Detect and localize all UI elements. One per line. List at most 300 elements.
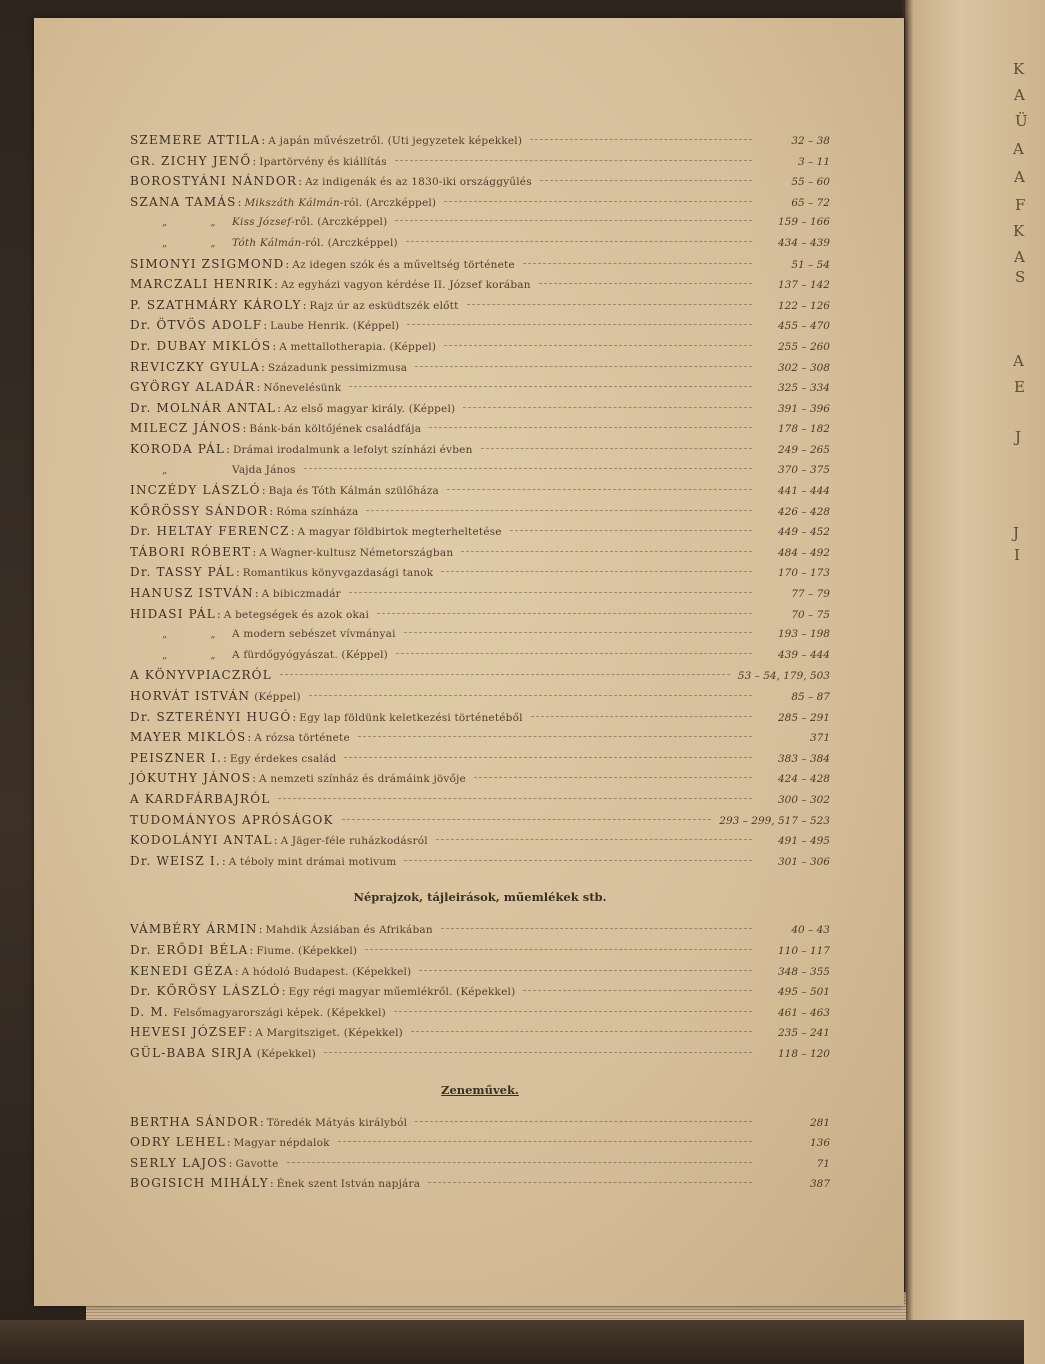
entry-pages: 55 – 60 (791, 176, 830, 189)
book-page (34, 18, 904, 1306)
entry-title (232, 645, 388, 666)
entry-pages: 455 – 470 (777, 320, 830, 333)
entry-title-text: Baja és Tóth Kálmán szülőháza (268, 485, 439, 498)
leader-dots (404, 632, 752, 633)
separator: : (258, 922, 263, 937)
leader-dots (444, 345, 752, 346)
leader-dots (377, 613, 752, 614)
entry-title (267, 1113, 407, 1134)
entry-pages: 484 – 492 (777, 546, 830, 559)
toc-entry (130, 1173, 830, 1194)
separator: : (228, 1155, 233, 1170)
toc-entry (130, 645, 830, 666)
entry-pages: 159 – 166 (777, 216, 830, 229)
entry-pages: 387 (809, 1178, 830, 1191)
entry-author: GÜL-BABA SIRJA (130, 1045, 253, 1060)
separator: : (252, 544, 257, 559)
separator: : (281, 984, 286, 999)
facing-page-fragment: K (1013, 60, 1025, 78)
ditto-mark: „ „ (162, 629, 236, 641)
entry-pages: 391 – 396 (777, 402, 830, 415)
leader-dots (531, 716, 752, 717)
ditto-mark: „ „ (162, 237, 236, 249)
entry-author: BOGISICH MIHÁLY (130, 1176, 269, 1191)
entry-pages: 51 – 54 (791, 258, 830, 271)
entry-author: Dr. HELTAY FERENCZ (130, 524, 290, 539)
leader-dots (429, 427, 752, 428)
leader-dots (436, 839, 752, 840)
leader-dots (530, 139, 752, 140)
entry-title (309, 296, 458, 317)
entry-title (262, 584, 341, 605)
entry-title-text: Egy érdekes család (229, 752, 337, 765)
facing-page-fragment: S (1015, 268, 1026, 286)
entry-title-text: A betegségek és azok okai (223, 608, 370, 621)
separator: : (290, 524, 295, 539)
entry-title (236, 1154, 279, 1175)
leader-dots (338, 1141, 752, 1142)
leader-dots (461, 551, 752, 552)
entry-title (259, 769, 466, 790)
leader-dots (342, 819, 712, 820)
leader-dots (278, 798, 752, 799)
entry-pages: 178 – 182 (777, 423, 830, 436)
toc-entry (130, 171, 830, 192)
ditto-mark: „ „ (162, 217, 236, 229)
toc-entry (130, 727, 830, 748)
facing-page-fragment: A (1013, 140, 1024, 158)
leader-dots (349, 386, 752, 387)
toc-entry (130, 377, 830, 398)
entry-author: KODOLÁNYI ANTAL (130, 833, 273, 848)
entry-title-text: Ének szent István napjára (276, 1178, 421, 1191)
entry-title-text: Magyar népdalok (233, 1137, 330, 1150)
entry-title-text: A rózsa története (254, 732, 350, 745)
entry-pages: 170 – 173 (777, 567, 830, 580)
entry-title-text: Nőnevelésünk (263, 382, 342, 395)
entry-pages: 65 – 72 (791, 196, 830, 209)
facing-page-fragment: K (1013, 222, 1025, 240)
separator: : (261, 133, 266, 147)
entry-pages: 137 – 142 (777, 279, 830, 292)
toc-entry (130, 212, 830, 233)
entry-title-text: A Wagner-kultusz Németországban (259, 546, 454, 559)
toc-entry (130, 665, 830, 686)
entry-author: MILECZ JÁNOS (130, 421, 242, 436)
toc-entry (130, 336, 830, 357)
section-heading-music (130, 1074, 830, 1106)
entry-author: TÁBORI RÓBERT (130, 544, 252, 559)
entry-title-text: Fiume. (Képekkel) (256, 944, 358, 957)
entry-pages: 300 – 302 (777, 794, 830, 806)
entry-pages: 293 – 299, 517 – 523 (719, 814, 830, 827)
entry-title-italic: Mikszáth Kálmán (244, 196, 340, 209)
separator: : (260, 359, 265, 374)
entry-pages: 441 – 444 (777, 485, 830, 498)
separator: : (221, 853, 226, 868)
entry-title (254, 728, 350, 749)
entry-title-text: Mahdik Ázsiában és Afrikában (265, 924, 433, 937)
entry-author: BOROSTYÁNI NÁNDOR (130, 174, 298, 189)
toc-entry (130, 851, 830, 872)
table-of-contents (130, 130, 830, 1194)
entry-pages: 53 – 54, 179, 503 (737, 670, 830, 683)
ditto-mark: „ „ (162, 649, 236, 661)
facing-page-fragment: A (1014, 248, 1025, 266)
entry-author: REVICZKY GYULA (130, 359, 260, 374)
entry-title (270, 316, 399, 337)
entry-pages: 370 – 375 (777, 463, 830, 476)
leader-dots (309, 695, 752, 696)
leader-dots (395, 160, 752, 161)
separator: : (285, 256, 290, 271)
entry-title (276, 502, 358, 523)
separator: : (269, 1176, 274, 1191)
entry-title (257, 1044, 316, 1065)
entry-pages: 285 – 291 (777, 711, 830, 724)
separator: : (235, 565, 240, 580)
entry-author: Dr. MOLNÁR ANTAL (130, 400, 277, 415)
toc-entry (130, 460, 830, 481)
facing-page-fragment: A (1014, 168, 1025, 186)
separator: : (226, 441, 230, 456)
toc-entry (130, 940, 830, 961)
entry-title (277, 1174, 420, 1195)
leader-dots (523, 263, 752, 264)
leader-dots (441, 928, 752, 929)
entry-title-italic: Tóth Kálmán (232, 236, 302, 249)
toc-entry (130, 439, 830, 460)
entry-title (299, 708, 522, 729)
toc-entry (130, 357, 830, 378)
toc-entry (130, 254, 830, 275)
entry-author: Dr. WEISZ I. (130, 853, 221, 868)
entry-title-text: Az első magyar király. (Képpel) (284, 402, 456, 415)
entry-title-text: A modern sebészet vívmányai (232, 628, 396, 641)
entry-author: HIDASI PÁL (130, 606, 216, 621)
toc-entry (130, 789, 830, 810)
entry-pages: 449 – 452 (777, 526, 830, 539)
entry-title (232, 624, 396, 645)
leader-dots (344, 757, 752, 758)
entry-title (256, 941, 357, 962)
entry-title-text: Laube Henrik. (Képpel) (270, 320, 400, 333)
entry-pages: 193 – 198 (777, 628, 830, 641)
toc-entry (130, 130, 830, 151)
entry-pages: 249 – 265 (777, 443, 830, 456)
separator: : (273, 833, 278, 848)
entry-author: JÓKUTHY JÁNOS (130, 771, 252, 786)
leader-dots (324, 1052, 752, 1053)
entry-title (268, 131, 522, 152)
entry-title-text: (Képpel) (254, 691, 301, 704)
separator: : (302, 297, 307, 312)
entry-author: KENEDI GÉZA (130, 963, 234, 978)
entry-title (232, 460, 296, 481)
leader-dots (444, 201, 752, 202)
section-heading-text: Zeneművek. (441, 1082, 519, 1097)
entry-title-text: Egy régi magyar műemlékről. (Képekkel) (288, 986, 516, 999)
entry-title-text: Róma színháza (276, 505, 359, 518)
entry-pages: 439 – 444 (777, 648, 830, 661)
entry-author: MARCZALI HENRIK (130, 277, 274, 292)
ethnography-list (130, 919, 830, 1063)
toc-entry (130, 1022, 830, 1043)
entry-pages: 495 – 501 (777, 986, 830, 999)
entry-author: TUDOMÁNYOS APRÓSÁGOK (130, 812, 334, 827)
entry-author: Dr. SZTERÉNYI HUGÓ (130, 709, 292, 724)
separator: : (216, 606, 221, 621)
entry-author: HANUSZ ISTVÁN (130, 586, 254, 601)
leader-dots (304, 468, 752, 469)
leader-dots (411, 1031, 752, 1032)
entry-title (242, 962, 412, 983)
separator: : (249, 942, 254, 957)
entry-title (173, 1003, 386, 1024)
entry-title (243, 563, 434, 584)
facing-page-fragment: F (1015, 196, 1026, 214)
toc-entry (130, 768, 830, 789)
entry-title (234, 1133, 330, 1154)
entry-title (268, 358, 407, 379)
entry-title-text: Az indigenák és az 1830-iki országgyűlés (305, 176, 532, 189)
entry-title (263, 378, 341, 399)
entry-pages: 235 – 241 (777, 1027, 830, 1040)
contents-list (130, 130, 830, 871)
music-list (130, 1112, 830, 1194)
toc-entry (130, 810, 830, 831)
entry-pages: 301 – 306 (777, 855, 830, 868)
entry-title (232, 212, 387, 233)
entry-pages: 40 – 43 (791, 924, 830, 937)
entry-title (269, 481, 439, 502)
entry-title-text: A nemzeti színház és drámáink jövője (259, 773, 466, 786)
leader-dots (280, 674, 730, 675)
toc-entry (130, 583, 830, 604)
entry-title-text: A hódoló Budapest. (Képekkel) (241, 965, 412, 978)
entry-title (232, 233, 398, 254)
leader-dots (407, 324, 752, 325)
separator: : (298, 174, 303, 189)
entry-pages: 371 (809, 732, 830, 745)
entry-author: INCZÉDY LÁSZLÓ (130, 483, 261, 498)
leader-dots (428, 1182, 752, 1183)
toc-entry (130, 981, 830, 1002)
leader-dots (396, 653, 752, 654)
entry-author: GYÖRGY ALADÁR (130, 380, 256, 395)
separator: : (277, 400, 282, 415)
entry-pages: 255 – 260 (777, 340, 830, 353)
ditto-mark: „ (162, 464, 188, 476)
entry-pages: 383 – 384 (777, 752, 830, 765)
toc-entry (130, 521, 830, 542)
entry-author: KORODA PÁL (130, 441, 226, 456)
entry-author: Dr. DUBAY MIKLÓS (130, 338, 272, 353)
leader-dots (481, 448, 752, 449)
entry-author: KŐRÖSSY SÁNDOR (130, 503, 269, 518)
facing-page-fragment: E (1014, 378, 1025, 396)
entry-author: ODRY LEHEL (130, 1135, 226, 1150)
toc-entry (130, 274, 830, 295)
leader-dots (366, 510, 752, 511)
leader-dots (395, 220, 752, 221)
separator: : (223, 750, 227, 765)
toc-entry (130, 151, 830, 172)
entry-title-text: -ról. (Arczképpel) (339, 196, 437, 209)
leader-dots (540, 180, 752, 181)
entry-author: SZANA TAMÁS (130, 194, 237, 209)
leader-dots (510, 530, 752, 531)
entry-title-text: Ipartörvény és kiállítás (259, 155, 387, 168)
entry-title-text: (Képekkel) (256, 1047, 316, 1060)
facing-page-fragment: Ü (1015, 112, 1028, 130)
entry-author: BERTHA SÁNDOR (130, 1114, 259, 1129)
entry-title (266, 920, 433, 941)
entry-pages: 3 – 11 (798, 155, 830, 168)
entry-title (289, 982, 516, 1003)
leader-dots (406, 241, 752, 242)
separator: : (263, 318, 268, 333)
entry-title (230, 749, 337, 770)
leader-dots (415, 366, 752, 367)
toc-entry (130, 562, 830, 583)
toc-entry (130, 604, 830, 625)
entry-title-text: Felsőmagyarországi képek. (Képekkel) (172, 1006, 386, 1019)
entry-title-text: Egy lap földünk keletkezési történetéből (299, 711, 523, 724)
toc-entry (130, 315, 830, 336)
entry-title (254, 687, 301, 708)
entry-title (255, 1023, 403, 1044)
entry-title-text: A japán művészetről. (Uti jegyzetek képekkel) (268, 135, 523, 147)
facing-page-fragment: A (1013, 352, 1024, 370)
entry-pages: 491 – 495 (777, 835, 830, 848)
entry-pages: 348 – 355 (777, 965, 830, 978)
entry-author: A KARDFÁRBAJRÓL (130, 792, 271, 806)
entry-pages: 426 – 428 (777, 505, 830, 518)
entry-author: D. M. (130, 1004, 169, 1019)
toc-entry (130, 480, 830, 501)
leader-dots (447, 489, 752, 490)
entry-title-text: Drámai irodalmunk a lefolyt színházi évben (232, 443, 473, 456)
entry-pages: 461 – 463 (777, 1006, 830, 1019)
entry-title-text: -ről. (Arczképpel) (291, 216, 388, 229)
separator: : (226, 1135, 231, 1150)
entry-title (233, 440, 473, 461)
entry-title (244, 193, 436, 214)
entry-author: HEVESI JÓZSEF (130, 1025, 248, 1040)
entry-author: VÁMBÉRY ÁRMIN (130, 922, 258, 937)
entry-title (279, 337, 436, 358)
entry-author: Dr. TASSY PÁL (130, 565, 235, 580)
entry-pages: 70 – 75 (791, 608, 830, 621)
entry-pages: 77 – 79 (791, 588, 830, 601)
separator: : (252, 771, 257, 786)
entry-title (284, 399, 455, 420)
entry-title (259, 152, 387, 173)
entry-author: SZEMERE ATTILA (130, 133, 261, 147)
toc-entry (130, 748, 830, 769)
entry-author: A KÖNYVPIACZRÓL (130, 668, 272, 683)
entry-author: SIMONYI ZSIGMOND (130, 256, 285, 271)
entry-pages: 434 – 439 (777, 236, 830, 249)
entry-pages: 32 – 38 (791, 135, 830, 147)
entry-pages: 424 – 428 (777, 773, 830, 786)
separator: : (242, 421, 247, 436)
toc-entry (130, 830, 830, 851)
entry-pages: 302 – 308 (777, 361, 830, 374)
separator: : (234, 963, 239, 978)
toc-entry (130, 398, 830, 419)
facing-page-fragment: A (1014, 86, 1025, 104)
leader-dots (467, 304, 752, 305)
entry-title-text: A magyar földbirtok megterheltetése (297, 526, 502, 539)
entry-author: Dr. ÖTVÖS ADOLF (130, 318, 263, 333)
toc-entry (130, 1132, 830, 1153)
facing-page-fragment: J (1013, 524, 1020, 542)
entry-pages: 325 – 334 (777, 382, 830, 395)
entry-title (229, 852, 397, 873)
entry-title (298, 522, 502, 543)
toc-entry (130, 1153, 830, 1174)
entry-title (224, 605, 369, 626)
entry-title-text: Századunk pessimizmusa (267, 361, 408, 374)
leader-dots (287, 1162, 752, 1163)
entry-pages: 110 – 117 (777, 944, 830, 957)
leader-dots (349, 592, 752, 593)
entry-title (249, 419, 421, 440)
section-heading-ethnography (130, 881, 830, 913)
separator: : (269, 503, 274, 518)
entry-pages: 71 (816, 1157, 830, 1170)
entry-title (305, 172, 532, 193)
entry-pages: 85 – 87 (791, 691, 830, 704)
toc-entry (130, 919, 830, 940)
toc-entry (130, 624, 830, 645)
leader-dots (474, 777, 752, 778)
leader-dots (419, 970, 752, 971)
separator: : (259, 1114, 264, 1129)
entry-title-text: Gavotte (235, 1157, 279, 1170)
leader-dots (415, 1121, 752, 1122)
leader-dots (394, 1011, 752, 1012)
entry-title-text: Romantikus könyvgazdasági tanok (242, 567, 434, 580)
facing-page (902, 0, 1045, 1364)
toc-entry (130, 686, 830, 707)
entry-author: SERLY LAJOS (130, 1155, 228, 1170)
entry-author: PEISZNER I. (130, 750, 222, 765)
entry-pages: 281 (809, 1116, 830, 1129)
entry-title-text: A Margitsziget. (Képekkel) (255, 1027, 403, 1040)
separator: : (252, 153, 257, 168)
leader-dots (523, 990, 752, 991)
entry-title-text: Töredék Mátyás királyból (266, 1116, 408, 1129)
separator: : (261, 483, 266, 498)
toc-entry (130, 192, 830, 213)
entry-pages: 122 – 126 (777, 299, 830, 312)
toc-entry (130, 961, 830, 982)
leader-dots (539, 283, 752, 284)
toc-entry (130, 1112, 830, 1133)
leader-dots (441, 571, 752, 572)
entry-author: GR. ZICHY JENŐ (130, 153, 252, 168)
separator: : (272, 338, 277, 353)
entry-author: MAYER MIKLÓS (130, 730, 247, 745)
entry-title-text: Az egyházi vagyon kérdése II. József korában (281, 279, 531, 292)
toc-entry (130, 418, 830, 439)
leader-dots (463, 407, 752, 408)
entry-author: Dr. KŐRÖSY LÁSZLÓ (130, 984, 281, 999)
entry-title-text: -ról. (Arczképpel) (301, 236, 398, 249)
